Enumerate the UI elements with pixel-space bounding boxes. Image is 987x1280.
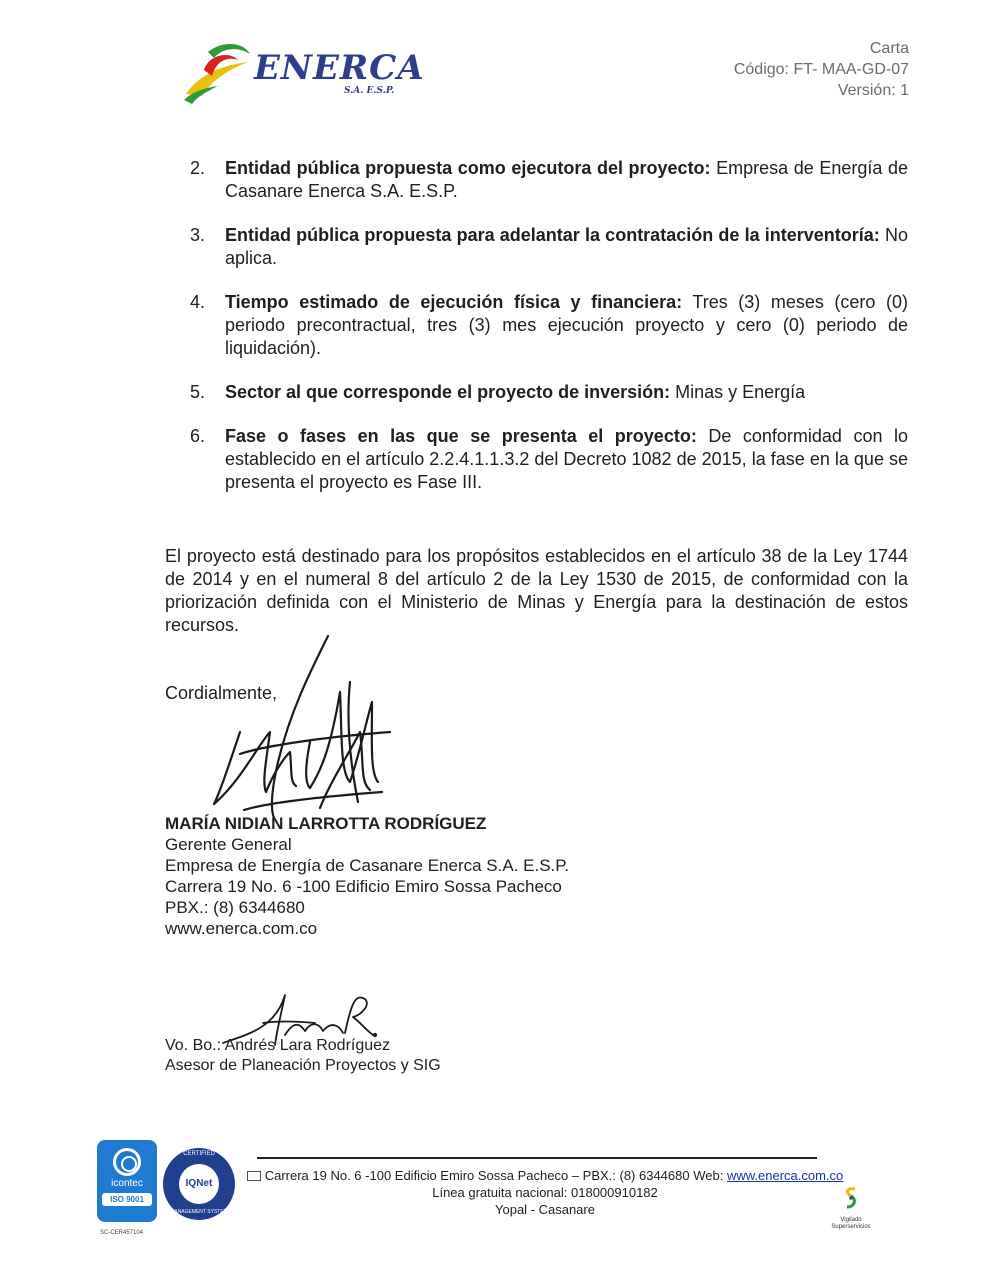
item-label: Tiempo estimado de ejecución física y financiera:	[225, 292, 683, 312]
iqnet-bottom-label: MANAGEMENT SYSTEM	[170, 1209, 228, 1215]
body-paragraph: El proyecto está destinado para los propósitos establecidos en el artículo 38 de la Ley 1744 de 2014 y en el numeral 8 del artículo 2 de la Ley 1530 de 2015, de conformidad con la priorización definida con el Ministerio de Minas y Energía para la destinación de estos recursos.	[165, 546, 908, 635]
footer-free-line: Línea gratuita nacional: 018000910182	[432, 1185, 658, 1200]
item-text: No aplica.	[225, 225, 908, 268]
signer-phone: PBX.: (8) 6344680	[165, 898, 305, 917]
numbered-list	[190, 157, 908, 494]
iqnet-top-label: CERTIFIED	[183, 1151, 215, 1157]
document-meta	[734, 38, 909, 101]
enerca-logo	[178, 36, 425, 106]
footer-address: Carrera 19 No. 6 -100 Edificio Emiro Sossa Pacheco – PBX.: (8) 6344680 Web:	[264, 1168, 724, 1183]
signer-web: www.enerca.com.co	[165, 919, 318, 938]
item-number: 5.	[190, 382, 206, 402]
vigilado-label: Vigilado Superservicios	[831, 1217, 871, 1230]
signer-name: MARÍA NIDIAN LARROTTA RODRÍGUEZ	[165, 814, 487, 833]
signer-company: Empresa de Energía de Casanare Enerca S.A. E.S.P.	[165, 856, 570, 875]
list-item	[190, 224, 908, 270]
vobo-line: Vo. Bo.: Andrés Lara Rodríguez	[165, 1037, 391, 1054]
signer-block	[165, 813, 569, 939]
item-text: De conformidad con lo establecido en el artículo 2.2.4.1.1.3.2 del Decreto 1082 de 2015, la fase en la que se presenta el proyecto es Fase III.	[225, 426, 908, 492]
item-text: Empresa de Energía de Casanare Enerca S.A. E.S.P.	[225, 158, 908, 201]
iqnet-badge	[163, 1148, 235, 1220]
item-label: Entidad pública propuesta como ejecutora del proyecto:	[225, 158, 711, 178]
footer-divider	[257, 1157, 817, 1159]
icontec-badge	[97, 1140, 157, 1222]
icontec-icon	[113, 1148, 141, 1176]
list-item	[190, 425, 908, 494]
footer	[240, 1167, 850, 1218]
brand-name: ENERCA	[254, 48, 425, 88]
item-label: Sector al que corresponde el proyecto de inversión:	[225, 382, 671, 402]
item-number: 4.	[190, 292, 206, 312]
enerca-swoosh-icon	[178, 36, 258, 106]
icontec-label: icontec	[111, 1178, 143, 1189]
signer-title: Gerente General	[165, 835, 292, 854]
doc-code: Código: FT- MAA-GD-07	[733, 61, 909, 78]
footer-web-link[interactable]: www.enerca.com.co	[726, 1168, 844, 1183]
item-label: Fase o fases en las que se presenta el proyecto:	[225, 426, 697, 446]
list-item	[190, 157, 908, 203]
vigilado-badge	[823, 1185, 879, 1231]
footer-address-line	[240, 1167, 850, 1184]
item-text: Tres (3) meses (cero (0) periodo precontractual, tres (3) mes ejecución proyecto y cero (0) periodo de liquidación).	[225, 292, 908, 358]
list-item	[190, 291, 908, 360]
vobo-role: Asesor de Planeación Proyectos y SIG	[165, 1057, 441, 1074]
iso-label: ISO 9001	[102, 1193, 152, 1206]
item-text: Minas y Energía	[670, 382, 806, 402]
footer-city: Yopal - Casanare	[495, 1202, 595, 1217]
envelope-icon	[247, 1171, 261, 1181]
signature-image	[200, 632, 430, 832]
brand-sub: S.A. E.S.P.	[344, 86, 395, 96]
doc-type: Carta	[869, 40, 909, 57]
item-number: 2.	[190, 158, 206, 178]
item-number: 6.	[190, 426, 206, 446]
closing: Cordialmente,	[165, 683, 278, 703]
signer-address: Carrera 19 No. 6 -100 Edificio Emiro Sossa Pacheco	[165, 877, 562, 896]
item-number: 3.	[190, 225, 206, 245]
doc-version: Versión: 1	[837, 82, 909, 99]
iqnet-label: IQNet	[179, 1164, 219, 1204]
vobo-block	[165, 1036, 441, 1076]
list-item	[190, 381, 908, 404]
superservicios-icon	[843, 1185, 859, 1211]
item-label: Entidad pública propuesta para adelantar la contratación de la interventoría:	[225, 225, 880, 245]
certificate-code: SC-CER457104	[100, 1230, 144, 1236]
